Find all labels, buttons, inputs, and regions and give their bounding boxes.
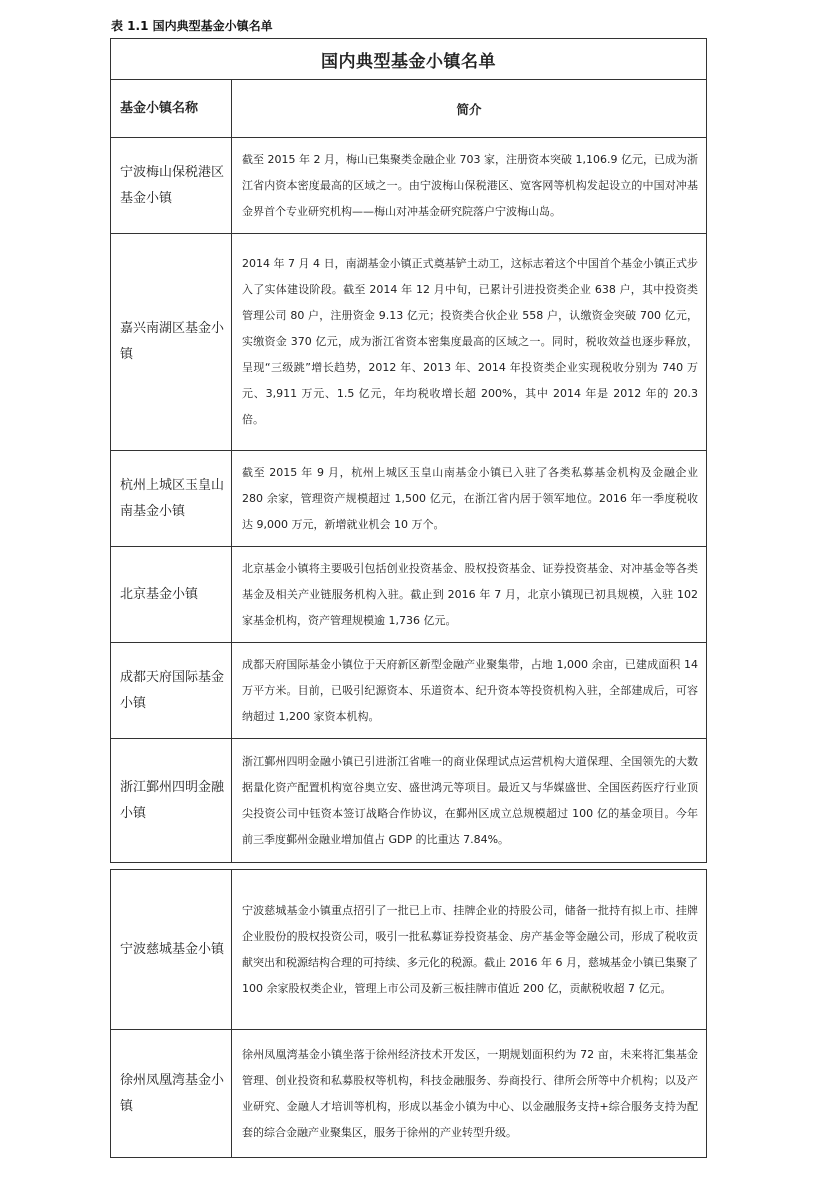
row-intro: 截至 2015 年 9 月，杭州上城区玉皇山南基金小镇已入驻了各类私募基金机构及金融企业 280 余家，管理资产规模超过 1,500 亿元，在浙江省内居于领军地位。2016 年一季度税收达 9,000 万元，新增就业机会 10 万个。 [232,451,707,547]
row-name: 徐州凤凰湾基金小镇 [111,1030,232,1158]
table-row [111,870,707,1030]
row-intro: 北京基金小镇将主要吸引包括创业投资基金、股权投资基金、证券投资基金、对冲基金等各类基金及相关产业链服务机构入驻。截止到 2016 年 7 月，北京小镇现已初具规模，入驻 102 家基金机构，资产管理规模逾 1,736 亿元。 [232,547,707,643]
row-intro: 成都天府国际基金小镇位于天府新区新型金融产业聚集带，占地 1,000 余亩，已建成面积 14 万平方米。目前，已吸引纪源资本、乐道资本、纪升资本等投资机构入驻，全部建成后，可容纳超过 1,200 家资本机构。 [232,643,707,739]
table-row [111,739,707,863]
table-title: 国内典型基金小镇名单 [111,39,707,80]
table-caption: 表 1.1 国内典型基金小镇名单 [111,19,273,33]
row-name: 成都天府国际基金小镇 [111,643,232,739]
table-row [111,234,707,451]
header-intro: 简介 [232,80,707,138]
table-row [111,451,707,547]
row-name: 嘉兴南湖区基金小镇 [111,234,232,451]
fund-town-table-part2 [110,869,707,1158]
table-row [111,138,707,234]
row-intro: 截至 2015 年 2 月，梅山已集聚类金融企业 703 家，注册资本突破 1,106.9 亿元，已成为浙江省内资本密度最高的区域之一。由宁波梅山保税港区、宽客网等机构发起设立的中国对冲基金界首个专业研究机构——梅山对冲基金研究院落户宁波梅山岛。 [232,138,707,234]
row-intro: 徐州凤凰湾基金小镇坐落于徐州经济技术开发区，一期规划面积约为 72 亩，未来将汇集基金管理、创业投资和私募股权等机构，科技金融服务、券商投行、律所会所等中介机构；以及产业研究、金融人才培训等机构，形成以基金小镇为中心、以金融服务支持+综合服务支持为配套的综合金融产业聚集区，服务于徐州的产业转型升级。 [232,1030,707,1158]
row-name: 杭州上城区玉皇山南基金小镇 [111,451,232,547]
table-row [111,547,707,643]
table-row [111,1030,707,1158]
row-name: 宁波慈城基金小镇 [111,870,232,1030]
table-header-row [111,80,707,138]
fund-town-table-part1 [110,38,707,863]
row-intro: 宁波慈城基金小镇重点招引了一批已上市、挂牌企业的持股公司，储备一批持有拟上市、挂牌企业股份的股权投资公司，吸引一批私募证券投资基金、房产基金等金融公司，形成了税收贡献突出和税源结构合理的可持续、多元化的税源。截止 2016 年 6 月，慈城基金小镇已集聚了 100 余家股权类企业，管理上市公司及新三板挂牌市值近 200 亿，贡献税收超 7 亿元。 [232,870,707,1030]
table-title-row [111,39,707,80]
row-intro: 2014 年 7 月 4 日，南湖基金小镇正式奠基铲土动工，这标志着这个中国首个基金小镇正式步入了实体建设阶段。截至 2014 年 12 月中旬，已累计引进投资类企业 638 户，其中投资类管理公司 80 户，注册资金 9.13 亿元；投资类合伙企业 558 户，认缴资金突破 700 亿元，实缴资金 370 亿元，成为浙江省资本密集度最高的区域之一。同时，税收效益也逐步释放，呈现“三级跳”增长趋势，2012 年、2013 年、2014 年投资类企业实现税收分别为 740 万元、3,911 万元、1.5 亿元，年均税收增长超 200%，其中 2014 年是 2012 年的 20.3 倍。 [232,234,707,451]
header-name: 基金小镇名称 [111,80,232,138]
row-name: 北京基金小镇 [111,547,232,643]
row-intro: 浙江鄞州四明金融小镇已引进浙江省唯一的商业保理试点运营机构大道保理、全国领先的大数据量化资产配置机构宽谷奥立安、盛世鸿元等项目。最近又与华媒盛世、全国医药医疗行业顶尖投资公司中钰资本签订战略合作协议，在鄞州区成立总规模超过 100 亿的基金项目。今年前三季度鄞州金融业增加值占 GDP 的比重达 7.84%。 [232,739,707,863]
table-row [111,643,707,739]
row-name: 浙江鄞州四明金融小镇 [111,739,232,863]
row-name: 宁波梅山保税港区基金小镇 [111,138,232,234]
